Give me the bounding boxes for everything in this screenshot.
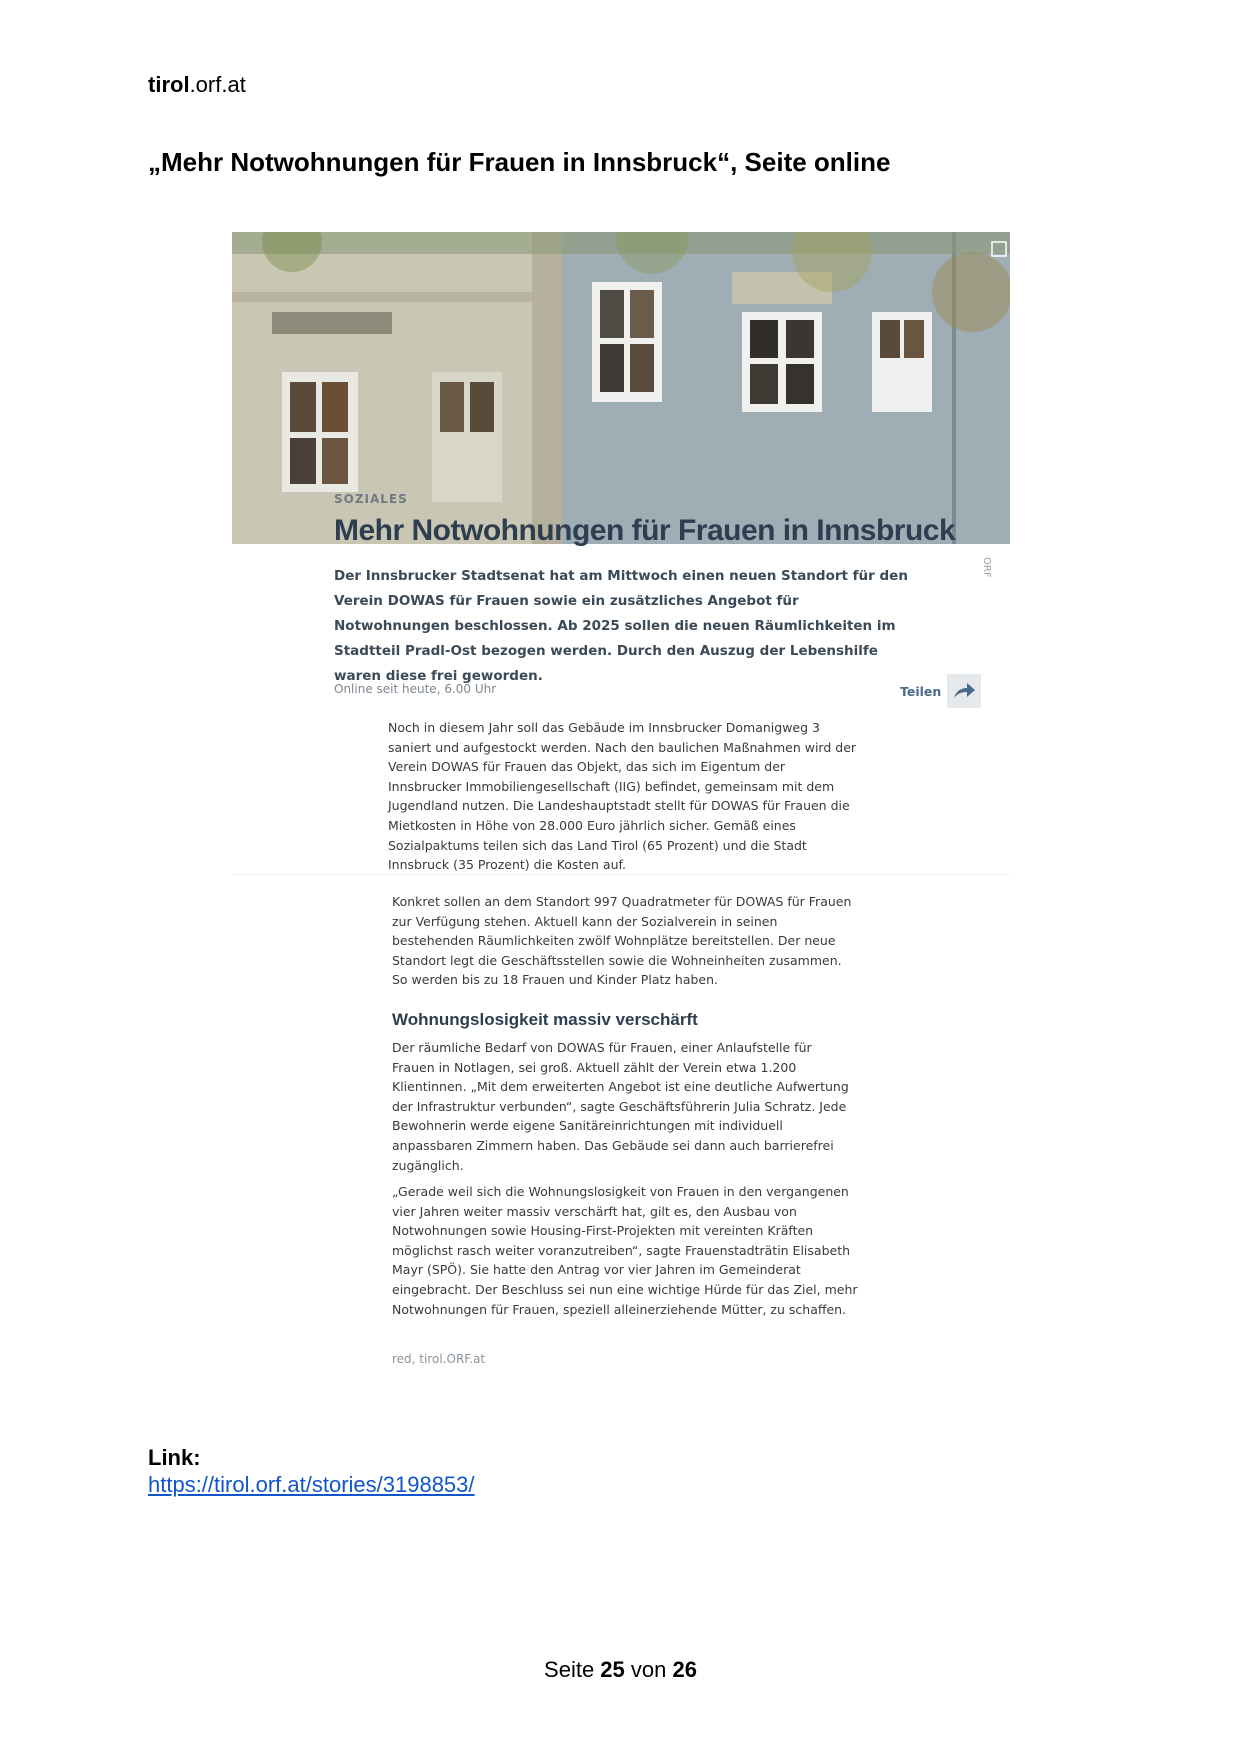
- footer-total-pages: 26: [672, 1657, 697, 1682]
- link-label: Link:: [148, 1445, 201, 1470]
- document-title: „Mehr Notwohnungen für Frauen in Innsbruck“, Seite online: [148, 147, 891, 177]
- article-paragraph-4: „Gerade weil sich die Wohnungslosigkeit von Frauen in den vergangenen vier Jahren weiter massiv verschärft hat, gilt es, den Ausbau von Notwohnungen sowie Housing-First-Projekten mit vereinten Kräften möglichst rasch weiter voranzutreiben“, sagte Frauenstadträtin Elisabeth Mayr (SPÖ). Sie hatte den Antrag vor vier Jahren im Gemeinderat eingebracht. Der Beschluss sei nun eine wichtige Hürde für das Ziel, mehr Notwohnungen für Frauen, speziell alleinerziehende Mütter, zu schaffen.: [392, 1184, 858, 1317]
- footer-prefix: Seite: [544, 1657, 601, 1682]
- article-byline: red, tirol.ORF.at: [392, 1352, 486, 1366]
- share-button[interactable]: [900, 674, 981, 708]
- divider: [232, 874, 1010, 875]
- brand-rest: .orf.at: [189, 72, 246, 97]
- article-paragraph-3: Der räumliche Bedarf von DOWAS für Frauen, einer Anlaufstelle für Frauen in Notlagen, sei groß. Aktuell zählt der Verein etwa 1.200 Klientinnen. „Mit dem erweiterten Angebot ist eine deutliche Aufwertung der Infrastruktur verbunden“, sagte Geschäftsführerin Julia Schratz. Jede Bewohnerin werde eigene Sanitäreinrichtungen mit individuell anpassbaren Zimmern haben. Das Gebäude sei dann auch barrierefrei zugänglich.: [392, 1040, 849, 1173]
- brand-bold: tirol: [148, 72, 190, 97]
- page-footer: [0, 1657, 1241, 1683]
- share-arrow-icon: [947, 674, 981, 708]
- footer-middle: von: [624, 1657, 673, 1682]
- article-subheading: Wohnungslosigkeit massiv verschärft: [392, 1010, 698, 1029]
- article-kicker[interactable]: SOZIALES: [334, 492, 408, 506]
- article-headline: Mehr Notwohnungen für Frauen in Innsbruck: [334, 514, 956, 547]
- article-paragraph-2: Konkret sollen an dem Standort 997 Quadratmeter für DOWAS für Frauen zur Verfügung stehen. Aktuell kann der Sozialverein in seinen bestehenden Räumlichkeiten zwölf Wohnplätze bereitstellen. Der neue Standort legt die Geschäftsstellen sowie die Wohneinheiten zusammen. So werden bis zu 18 Frauen und Kinder Platz haben.: [392, 894, 852, 988]
- footer-current-page: 25: [600, 1657, 625, 1682]
- article-timestamp: Online seit heute, 6.00 Uhr: [334, 682, 497, 696]
- share-label: Teilen: [900, 683, 942, 699]
- article-lead: Der Innsbrucker Stadtsenat hat am Mittwoch einen neuen Standort für den Verein DOWAS für Frauen sowie ein zusätzliches Angebot für Notwohnungen beschlossen. Ab 2025 sollen die neuen Räumlichkeiten im Stadtteil Pradl-Ost bezogen werden. Durch den Auszug der Lebenshilfe waren diese frei geworden.: [334, 568, 908, 684]
- source-link[interactable]: https://tirol.orf.at/stories/3198853/: [148, 1472, 475, 1497]
- photo-credit: ORF: [981, 557, 992, 578]
- brand-header: [148, 72, 246, 98]
- article-paragraph-1: Noch in diesem Jahr soll das Gebäude im Innsbrucker Domanigweg 3 saniert und aufgestockt werden. Nach den baulichen Maßnahmen wird der Verein DOWAS für Frauen das Objekt, das sich im Eigentum der Innsbrucker Immobiliengesellschaft (IIG) befindet, gemeinsam mit dem Jugendland nutzen. Die Landeshauptstadt stellt für DOWAS für Frauen die Mietkosten in Höhe von 28.000 Euro jährlich sicher. Gemäß eines Sozialpaktums teilen sich das Land Tirol (65 Prozent) und die Stadt Innsbruck (35 Prozent) die Kosten auf.: [388, 720, 857, 873]
- article-screenshot: [232, 232, 1010, 1382]
